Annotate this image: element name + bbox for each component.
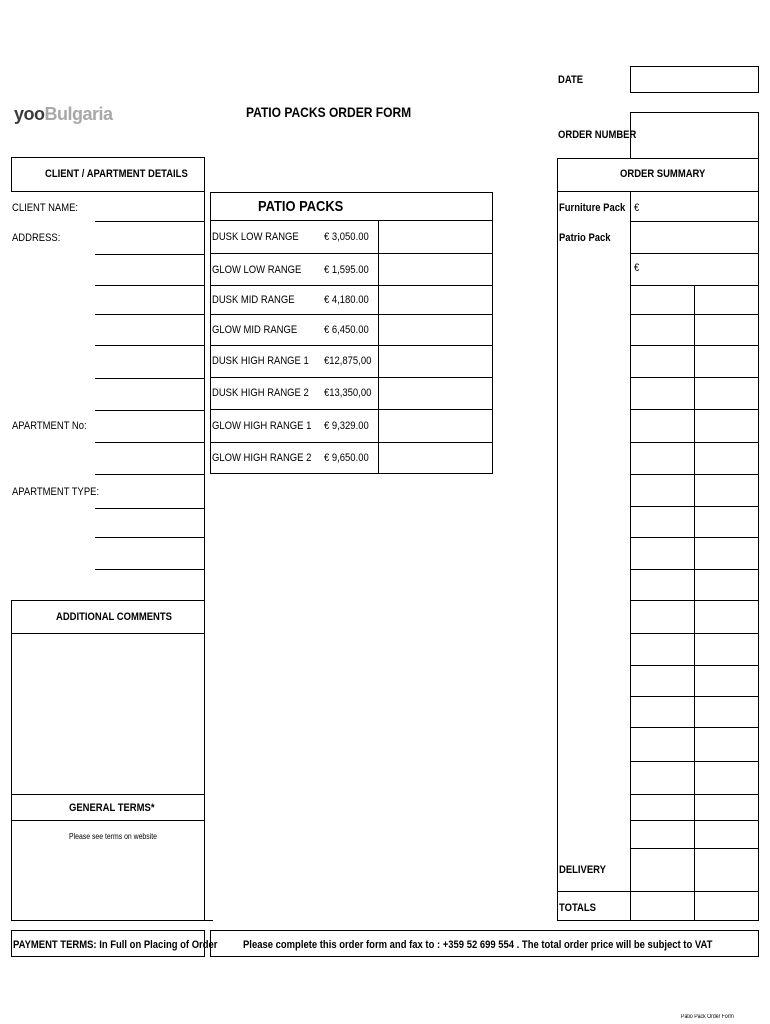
date-label: DATE [558, 74, 584, 86]
pack-qty-field[interactable] [379, 315, 492, 345]
pack-price: €13,350,00 [324, 387, 372, 399]
client-name-field[interactable] [95, 221, 205, 222]
pack-qty-field[interactable] [379, 378, 492, 409]
pack-qty-field[interactable] [379, 346, 492, 377]
pack-name: GLOW MID RANGE [212, 324, 298, 336]
payment-terms: PAYMENT TERMS: In Full on Placing of Order [13, 939, 218, 951]
address-field-5[interactable] [95, 378, 205, 379]
apartment-no-label: APARTMENT No: [12, 420, 87, 432]
delivery-label: DELIVERY [559, 864, 606, 876]
pack-price: € 9,650.00 [324, 452, 369, 464]
patio-packs-header [210, 192, 493, 221]
apartment-type-field-3[interactable] [95, 569, 205, 570]
patio-pack-euro: € [634, 262, 640, 274]
pack-price: € 3,050.00 [324, 231, 369, 243]
pack-price: € 9,329.00 [324, 420, 369, 432]
additional-comments-title: ADDITIONAL COMMENTS [56, 611, 172, 623]
patio-packs-title: PATIO PACKS [258, 198, 344, 215]
general-terms-title: GENERAL TERMS* [69, 802, 155, 814]
delivery-field[interactable] [631, 849, 758, 891]
footer-text: Patio Pack Order Form [681, 1014, 734, 1020]
pack-qty-field[interactable] [379, 221, 492, 253]
date-field[interactable] [630, 66, 759, 93]
pack-name: DUSK LOW RANGE [212, 231, 299, 243]
pack-qty-field[interactable] [379, 286, 492, 314]
client-details-title: CLIENT / APARTMENT DETAILS [45, 168, 188, 180]
pack-qty-field[interactable] [379, 443, 492, 474]
instructions: Please complete this order form and fax to : +359 52 699 554 . The total order price will be subject to VAT [243, 939, 713, 951]
order-number-label: ORDER NUMBER [558, 129, 637, 141]
pack-name: DUSK HIGH RANGE 2 [212, 387, 309, 399]
address-field-1[interactable] [95, 254, 205, 255]
pack-name: GLOW HIGH RANGE 1 [212, 420, 312, 432]
furniture-pack-label: Furniture Pack [559, 202, 626, 214]
totals-field[interactable] [631, 892, 758, 920]
apartment-type-field-2[interactable] [95, 537, 205, 538]
address-field-4[interactable] [95, 345, 205, 346]
address-field-3[interactable] [95, 314, 205, 315]
pack-name: DUSK HIGH RANGE 1 [212, 355, 309, 367]
address-field-6[interactable] [95, 410, 205, 411]
apartment-type-field[interactable] [95, 508, 205, 509]
additional-comments-field[interactable] [11, 633, 205, 795]
general-terms-note: Please see terms on website [69, 832, 157, 841]
furniture-pack-total-field[interactable] [631, 193, 758, 221]
order-summary-title: ORDER SUMMARY [620, 168, 706, 180]
furniture-pack-euro: € [634, 202, 640, 214]
pack-name: DUSK MID RANGE [212, 294, 295, 306]
pack-price: € 6,450.00 [324, 324, 369, 336]
company-logo: yooBulgaria [14, 104, 113, 124]
apartment-no-field-2[interactable] [95, 474, 205, 475]
client-name-label: CLIENT NAME: [12, 202, 79, 214]
address-label: ADDRESS: [12, 232, 61, 244]
address-field-2[interactable] [95, 285, 205, 286]
pack-price: €12,875,00 [324, 355, 372, 367]
apartment-no-field[interactable] [95, 442, 205, 443]
pack-qty-field[interactable] [379, 254, 492, 285]
totals-label: TOTALS [559, 902, 596, 914]
pack-name: GLOW LOW RANGE [212, 264, 302, 276]
order-number-field[interactable] [630, 112, 759, 159]
pack-price: € 1,595.00 [324, 264, 369, 276]
patio-pack-label: Patrio Pack [559, 232, 611, 244]
pack-price: € 4,180.00 [324, 294, 369, 306]
page-title: PATIO PACKS ORDER FORM [246, 104, 412, 120]
pack-qty-field[interactable] [379, 410, 492, 442]
apartment-type-label: APARTMENT TYPE: [12, 486, 100, 498]
pack-name: GLOW HIGH RANGE 2 [212, 452, 312, 464]
